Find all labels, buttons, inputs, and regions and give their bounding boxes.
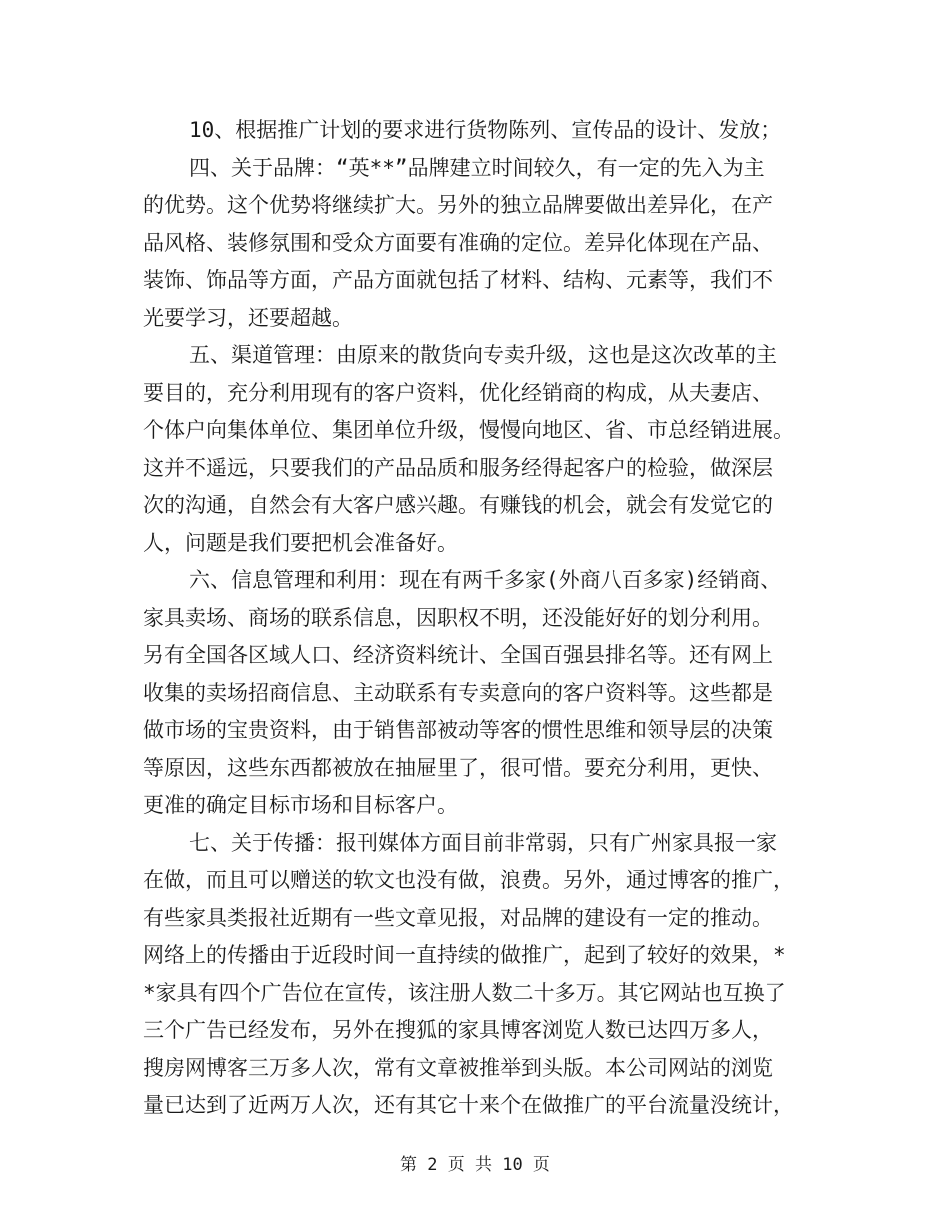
text-line: 在做，而且可以赠送的软文也没有做，浪费。另外，通过博客的推广，	[143, 868, 794, 892]
text-line: 光要学习，还要超越。	[143, 305, 353, 330]
text-line: 个体户向集体单位、集团单位升级，慢慢向地区、省、市总经销进展。	[143, 418, 794, 442]
paragraph-heading-line: 五、渠道管理：由原来的散货向专卖升级，这也是这次改革的主	[189, 343, 777, 367]
paragraph-heading-line: 七、关于传播：报刊媒体方面目前非常弱，只有广州家具报一家	[189, 830, 777, 855]
text-line: 更准的确定目标市场和目标客户。	[143, 793, 458, 817]
text-line: 有些家具类报社近期有一些文章见报，对品牌的建设有一定的推动。	[143, 905, 773, 930]
text-line: 人，问题是我们要把机会准备好。	[143, 530, 458, 555]
text-line: 次的沟通，自然会有大客户感兴趣。有赚钱的机会，就会有发觉它的	[143, 493, 773, 517]
text-line: 网络上的传播由于近段时间一直持续的做推广，起到了较好的效果，*	[143, 943, 786, 967]
text-line: 等原因，这些东西都被放在抽屉里了，很可惜。要充分利用，更快、	[143, 755, 773, 780]
text-line: 的优势。这个优势将继续扩大。另外的独立品牌要做出差异化，在产	[143, 193, 773, 217]
paragraph-heading-line: 六、信息管理和利用：现在有两千多家(外商八百多家)经销商、	[189, 568, 782, 592]
paragraph-heading-line: 四、关于品牌：“英**”品牌建立时间较久，有一定的先入为主	[189, 155, 765, 180]
text-line: 家具卖场、商场的联系信息，因职权不明，还没能好好的划分利用。	[143, 605, 773, 630]
text-line: 装饰、饰品等方面，产品方面就包括了材料、结构、元素等，我们不	[143, 268, 773, 292]
page-number-footer: 第 2 页 共 10 页	[400, 1155, 550, 1175]
text-line: 搜房网博客三万多人次，常有文章被推举到头版。本公司网站的浏览	[143, 1055, 773, 1080]
text-line: 要目的，充分利用现有的客户资料，优化经销商的构成，从夫妻店、	[143, 380, 773, 405]
text-line: 收集的卖场招商信息、主动联系有专卖意向的客户资料等。这些都是	[143, 680, 773, 705]
text-line: 这并不遥远，只要我们的产品品质和服务经得起客户的检验，做深层	[143, 455, 773, 480]
text-line: 做市场的宝贵资料，由于销售部被动等客的惯性思维和领导层的决策	[143, 718, 773, 742]
text-line: 另有全国各区域人口、经济资料统计、全国百强县排名等。还有网上	[143, 643, 773, 667]
text-line: 量已达到了近两万人次，还有其它十来个在做推广的平台流量没统计，	[143, 1093, 794, 1117]
text-line: 三个广告已经发布，另外在搜狐的家具博客浏览人数已达四万多人，	[143, 1018, 773, 1042]
text-line: *家具有四个广告位在宣传，该注册人数二十多万。其它网站也互换了	[143, 980, 786, 1005]
text-line: 品风格、装修氛围和受众方面要有准确的定位。差异化体现在产品、	[143, 230, 773, 255]
text-line: 10、根据推广计划的要求进行货物陈列、宣传品的设计、发放；	[189, 118, 782, 142]
body-text	[143, 112, 823, 1125]
